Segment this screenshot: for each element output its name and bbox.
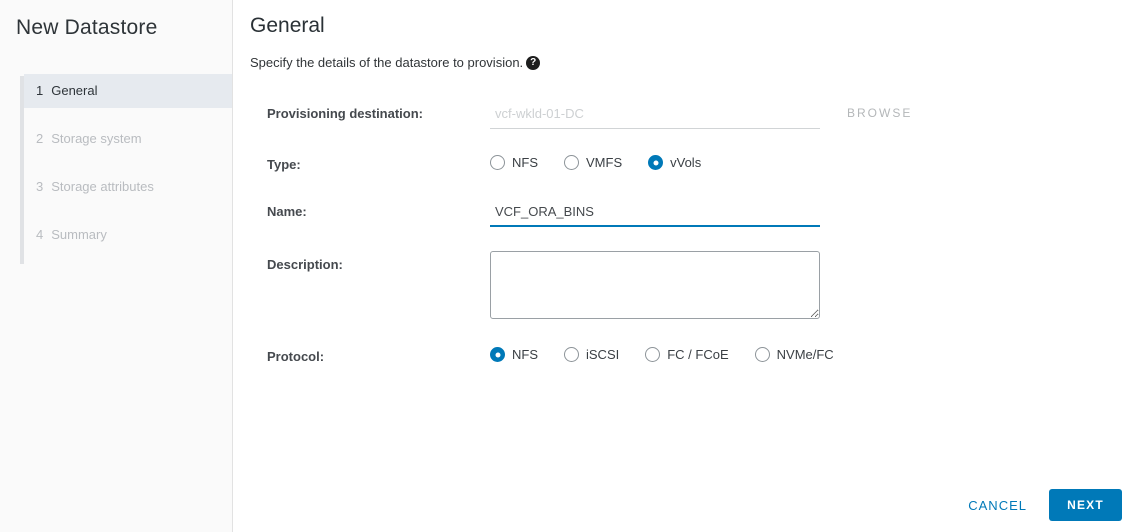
provisioning-destination-input[interactable] xyxy=(490,100,820,129)
protocol-option-fc-fcoe[interactable] xyxy=(645,347,728,362)
step-number: 3 xyxy=(36,179,44,194)
protocol-label: Protocol: xyxy=(267,349,325,364)
page-subtitle-row xyxy=(250,55,1139,70)
wizard-title: New Datastore xyxy=(16,16,158,39)
wizard-sidebar xyxy=(0,0,233,532)
step-number: 1 xyxy=(36,83,44,98)
protocol-option-nvme-fc[interactable] xyxy=(755,347,834,362)
page-subtitle: Specify the details of the datastore to provision. xyxy=(250,55,524,70)
type-option-vmfs[interactable] xyxy=(564,155,622,170)
browse-button[interactable]: BROWSE xyxy=(847,106,913,120)
help-icon[interactable]: ? xyxy=(526,56,540,70)
radio-label: NFS xyxy=(512,347,538,362)
radio-label: VMFS xyxy=(586,155,623,170)
wizard-main xyxy=(233,0,1139,532)
wizard-steps xyxy=(20,74,232,252)
radio-selected-icon xyxy=(490,347,505,362)
type-label: Type: xyxy=(267,157,301,172)
page-title: General xyxy=(250,14,325,37)
type-option-vvols[interactable] xyxy=(648,155,701,170)
protocol-option-nfs[interactable] xyxy=(490,347,538,362)
step-label: Summary xyxy=(51,227,107,242)
description-label: Description: xyxy=(267,257,343,272)
step-storage-system[interactable] xyxy=(24,122,232,156)
provisioning-destination-label: Provisioning destination: xyxy=(267,106,424,121)
name-row xyxy=(267,198,1139,227)
step-label: Storage attributes xyxy=(51,179,154,194)
type-option-nfs[interactable] xyxy=(490,155,538,170)
radio-selected-icon xyxy=(648,155,663,170)
description-textarea[interactable] xyxy=(490,251,820,319)
datastore-form xyxy=(250,100,1139,364)
cancel-button[interactable]: CANCEL xyxy=(968,497,1027,513)
step-summary[interactable] xyxy=(24,218,232,252)
datastore-name-input[interactable] xyxy=(490,198,820,227)
radio-label: FC / FCoE xyxy=(667,347,729,362)
radio-icon xyxy=(564,347,579,362)
protocol-row xyxy=(267,343,1139,364)
radio-label: NVMe/FC xyxy=(776,347,834,362)
wizard-footer xyxy=(968,489,1122,521)
radio-label: vVols xyxy=(670,155,702,170)
type-row xyxy=(267,151,1139,172)
radio-icon xyxy=(490,155,505,170)
radio-icon xyxy=(645,347,660,362)
description-row xyxy=(267,251,1139,319)
step-label: Storage system xyxy=(51,131,142,146)
provisioning-destination-row xyxy=(267,100,1139,129)
type-radio-group xyxy=(490,151,727,170)
radio-icon xyxy=(755,347,770,362)
protocol-option-iscsi[interactable] xyxy=(564,347,619,362)
name-label: Name: xyxy=(267,204,307,219)
next-button[interactable]: NEXT xyxy=(1049,489,1122,521)
step-general[interactable] xyxy=(24,74,232,108)
step-number: 4 xyxy=(36,227,44,242)
step-label: General xyxy=(51,83,98,98)
radio-label: NFS xyxy=(512,155,538,170)
step-storage-attributes[interactable] xyxy=(24,170,232,204)
radio-label: iSCSI xyxy=(586,347,620,362)
step-number: 2 xyxy=(36,131,44,146)
protocol-radio-group xyxy=(490,343,860,362)
radio-icon xyxy=(564,155,579,170)
